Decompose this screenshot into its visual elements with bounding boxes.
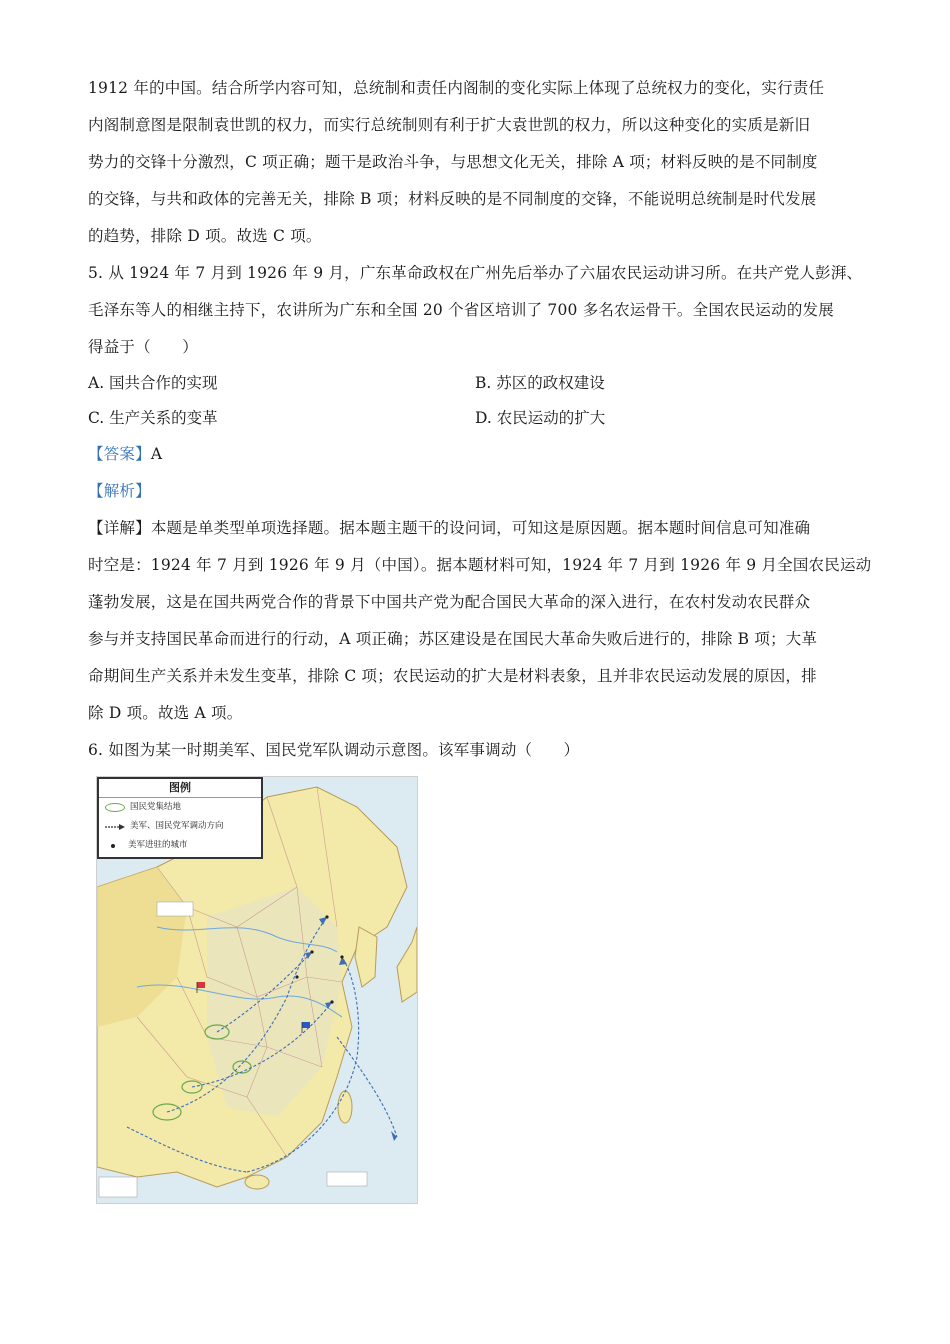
text-line: 势力的交锋十分激烈，C 项正确；题干是政治斗争，与思想文化无关，排除 A 项；材料反映的是不同制度 [88,153,818,171]
dot-icon [111,844,115,848]
troop-movement-map [96,776,418,1204]
legend-item-city [99,836,261,855]
option-d: D. 农民运动的扩大 [475,409,606,427]
legend-item-movement [99,817,261,836]
question-stem-line: 毛泽东等人的相继主持下，农讲所为广东和全国 20 个省区培训了 700 多名农运骨干。全国农民运动的发展 [88,301,834,319]
option-c: C. 生产关系的变革 [88,409,218,427]
text-line: 1912 年的中国。结合所学内容可知，总统制和责任内阁制的变化实际上体现了总统权力的变化，实行责任 [88,79,825,97]
legend-title: 图例 [99,779,261,798]
document-page [88,70,872,769]
question-stem-line: 5. 从 1924 年 7 月到 1926 年 9 月，广东革命政权在广州先后举办了六届农民运动讲习所。在共产党人彭湃、 [88,264,863,282]
map-legend [97,777,263,859]
option-a: A. 国共合作的实现 [88,374,218,392]
text-line: 时空是：1924 年 7 月到 1926 年 9 月（中国）。据本题材料可知，1924 年 7 月到 1926 年 9 月全国农民运动 [88,556,872,574]
answer-tag: 【答案】 [88,445,151,463]
detail-paragraph [88,510,872,732]
legend-item-assembly [99,798,261,817]
text-line: 的趋势，排除 D 项。故选 C 项。 [88,227,322,245]
answer-value: A [150,445,163,463]
text-line: 内阁制意图是限制袁世凯的权力，而实行总统制则有利于扩大袁世凯的权力，所以这种变化的实质是新旧 [88,116,811,134]
arrow-icon [105,823,125,831]
question-5 [88,255,872,732]
legend-label: 美军、国民党军调动方向 [130,821,224,831]
answer-line [88,436,863,473]
legend-label: 国民党集结地 [130,802,182,812]
intro-paragraph [88,70,863,255]
text-line: 命期间生产关系并未发生变革，排除 C 项；农民运动的扩大是材料表象，且并非农民运动发展的原因，排 [88,667,817,685]
detail-text: 本题是单类型单项选择题。据本题主题干的设问词，可知这是原因题。据本题时间信息可知准确 [150,519,811,537]
analysis-line [88,473,863,510]
legend-label: 美军进驻的城市 [128,840,188,850]
text-line: 参与并支持国民革命而进行的行动，A 项正确；苏区建设是在国民大革命失败后进行的，排除 B 项；大革 [88,630,818,648]
text-line: 的交锋，与共和政体的完善无关，排除 B 项；材料反映的是不同制度的交锋，不能说明总统制是时代发展 [88,190,817,208]
question-stem-line: 得益于（ ） [88,338,198,356]
analysis-tag: 【解析】 [88,482,151,500]
detail-tag: 【详解】 [88,519,151,537]
ellipse-icon [105,803,125,812]
options-grid [88,366,863,436]
question-6-stem: 6. 如图为某一时期美军、国民党军队调动示意图。该军事调动（ ） [88,741,580,759]
text-line: 蓬勃发展，这是在国共两党合作的背景下中国共产党为配合国民大革命的深入进行，在农村发动农民群众 [88,593,811,611]
option-b: B. 苏区的政权建设 [475,374,605,392]
text-line [88,510,863,547]
text-line: 除 D 项。故选 A 项。 [88,704,243,722]
